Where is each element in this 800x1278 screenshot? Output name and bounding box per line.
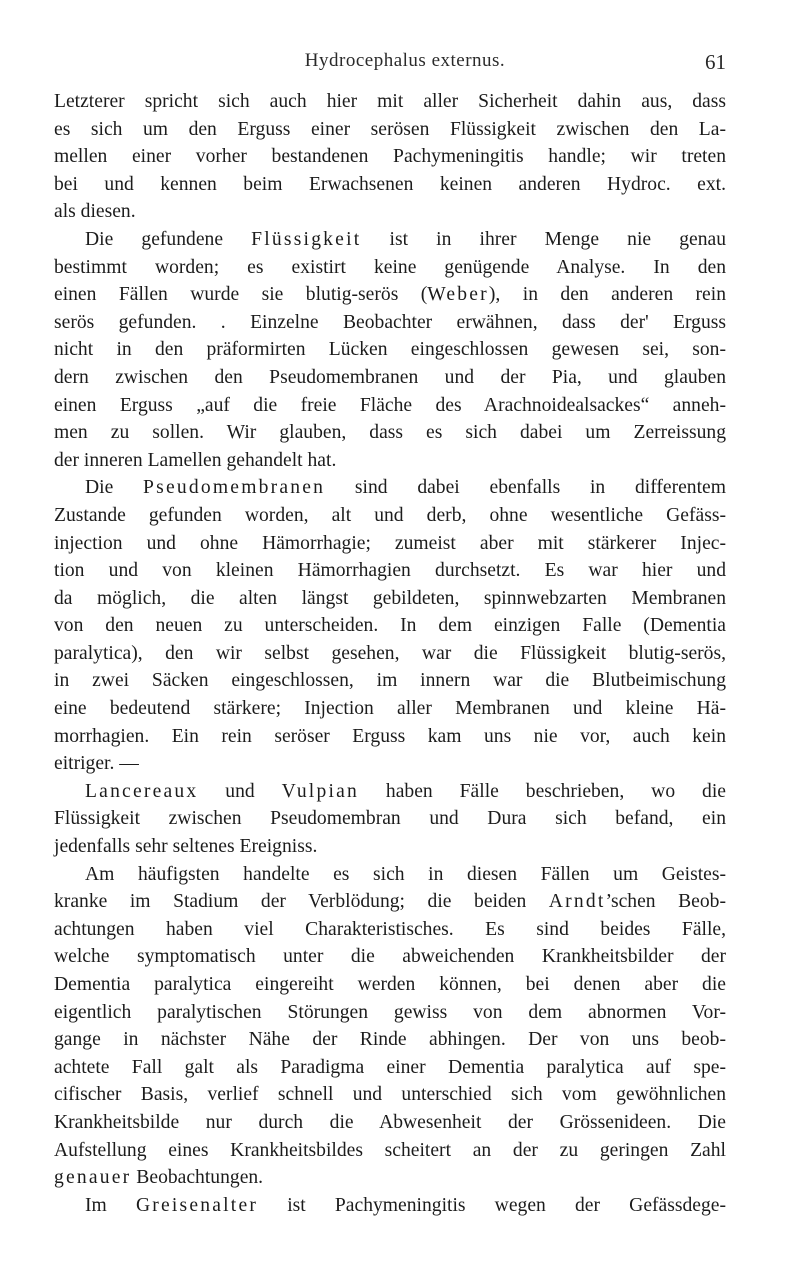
text-run: ist in ihrer Menge nie genau [361, 228, 727, 250]
text-line: injection und ohne Hämorrhagie; zumeist aber mit stärkerer Injec- [54, 532, 726, 554]
text-line: Krankheitsbilde nur durch die Abwesenheit der Grössenideen. Die [54, 1111, 726, 1133]
text-run: Die gefundene [85, 228, 252, 250]
text-line: Letzterer spricht sich auch hier mit aller Sicherheit dahin aus, dass [54, 91, 726, 112]
text-run: und [198, 780, 282, 802]
text-line: men zu sollen. Wir glauben, dass es sich dabei um Zerreissung [54, 422, 726, 444]
text-line: dern zwischen den Pseudomembranen und der Pia, und glauben [54, 366, 726, 388]
spaced-term: Pseudomembranen [143, 477, 326, 499]
text-run: kranke im Stadium der Verblödung; die beiden [54, 891, 549, 913]
text-run: ’schen Beob- [605, 891, 726, 913]
text-run: einen Fällen wurde sie blutig-serös ( [54, 284, 428, 306]
text-line: Flüssigkeit zwischen Pseudomembran und Dura sich befand, ein [54, 808, 726, 830]
text-line: jedenfalls sehr seltenes Ereigniss. [54, 836, 318, 858]
text-line [54, 778, 726, 806]
text-line: achtungen haben viel Charakteristisches. Es sind beides Fälle, [54, 918, 726, 940]
text-line [54, 474, 726, 502]
text-line: eigentlich paralytischen Störungen gewiss von dem abnormen Vor- [54, 1001, 726, 1023]
text-line: eitriger. — [54, 753, 139, 775]
text-run: ), in den anderen rein [488, 284, 726, 306]
text-line: Aufstellung eines Krankheitsbildes scheitert an der zu geringen Zahl [54, 1139, 726, 1161]
text-line: achtete Fall galt als Paradigma einer Dementia paralytica auf spe- [54, 1056, 726, 1078]
text-run: haben Fälle beschrieben, wo die [359, 780, 726, 802]
text-line: eine bedeutend stärkere; Injection aller Membranen und kleine Hä- [54, 698, 726, 720]
text-run: Beobachtungen. [131, 1167, 264, 1189]
text-line: welche symptomatisch unter die abweichenden Krankheitsbilder der [54, 946, 726, 968]
text-line: bei und kennen beim Erwachsenen keinen anderen Hydroc. ext. [54, 173, 726, 195]
running-title: Hydrocephalus externus. [304, 50, 506, 71]
text-line: mellen einer vorher bestandenen Pachymeningitis handle; wir treten [54, 146, 726, 168]
text-line [54, 1164, 726, 1192]
page-number: 61 [705, 50, 726, 74]
text-line: einen Erguss „auf die freie Fläche des Arachnoidealsackes“ anneh- [54, 394, 726, 416]
text-line: tion und von kleinen Hämorrhagien durchsetzt. Es war hier und [54, 560, 726, 582]
text-line [54, 888, 726, 916]
text-line: in zwei Säcken eingeschlossen, im innern war die Blutbeimischung [54, 670, 726, 692]
text-line: da möglich, die alten längst gebildeten, spinnwebzarten Membranen [54, 587, 726, 609]
text-run: Im [85, 1194, 136, 1216]
text-line [54, 1192, 726, 1220]
text-line: nicht in den präformirten Lücken eingeschlossen gewesen sei, son- [54, 339, 726, 361]
running-head [84, 50, 726, 76]
text-line: Am häufigsten handelte es sich in diesen Fällen um Geistes- [85, 863, 726, 885]
text-line: morrhagien. Ein rein seröser Erguss kam uns nie vor, auch kein [54, 725, 726, 747]
text-line: Dementia paralytica eingereiht werden können, bei denen aber die [54, 974, 726, 995]
spaced-term: Flüssigkeit [251, 228, 362, 250]
text-line [54, 281, 726, 309]
text-line: gange in nächster Nähe der Rinde abhingen. Der von uns beob- [54, 1029, 726, 1051]
text-line: paralytica), den wir selbst gesehen, war die Flüssigkeit blutig-serös, [54, 642, 726, 664]
spaced-term: Greisenalter [135, 1194, 259, 1216]
text-line: als diesen. [54, 201, 136, 223]
author-name: Lancereaux [85, 780, 199, 802]
text-run: ist Pachymeningitis wegen der Gefässdege- [258, 1194, 726, 1216]
text-line: von den neuen zu unterscheiden. In dem einzigen Falle (Dementia [54, 615, 726, 637]
author-name: Arndt [548, 891, 606, 913]
text-line [54, 226, 726, 254]
text-line: cifischer Basis, verlief schnell und unterschied sich vom gewöhnlichen [54, 1084, 726, 1106]
author-name: Weber [427, 284, 489, 306]
text-line: bestimmt worden; es existirt keine genügende Analyse. In den [54, 256, 726, 278]
text-line: Zustande gefunden worden, alt und derb, ohne wesentliche Gefäss- [54, 504, 726, 526]
text-line: der inneren Lamellen gehandelt hat. [54, 449, 337, 471]
text-line: es sich um den Erguss einer serösen Flüssigkeit zwischen den La- [54, 118, 726, 140]
text-line: serös gefunden. . Einzelne Beobachter erwähnen, dass der' Erguss [54, 311, 726, 333]
text-run: sind dabei ebenfalls in differentem [325, 477, 726, 499]
spaced-term: genauer [54, 1167, 132, 1189]
body-text [54, 88, 726, 1219]
text-run: Die [85, 477, 144, 499]
author-name: Vulpian [281, 780, 359, 802]
